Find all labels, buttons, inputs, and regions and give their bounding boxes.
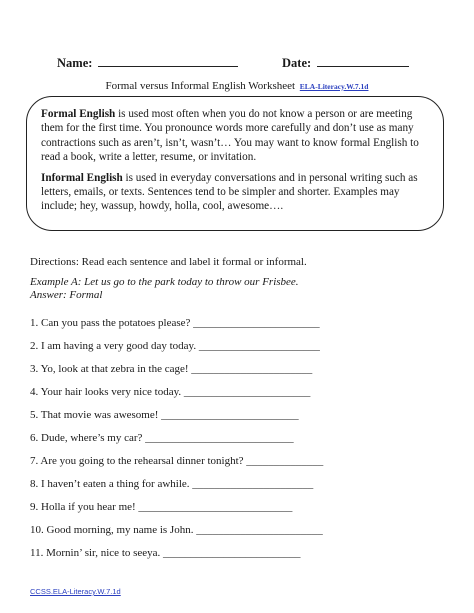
standard-link[interactable]: ELA-Literacy.W.7.1d <box>299 82 369 91</box>
name-field[interactable] <box>57 55 238 70</box>
example-block <box>30 276 299 302</box>
question-item[interactable]: 2. I am having a very good day today. ______________________ <box>30 340 320 352</box>
informal-term: Informal English <box>41 171 123 184</box>
formal-text: is used most often when you do not know a person or are meeting them for the first time. You pronounce words more carefully and don’t use as many contractions such as aren’t, isn’t, wasn’t… You may want to know formal English to read a book, write a letter, resume, or invitation. <box>41 108 419 164</box>
formal-term: Formal English <box>41 108 116 120</box>
question-item[interactable]: 10. Good morning, my name is John. _______________________ <box>30 524 323 536</box>
directions: Directions: Read each sentence and label it formal or informal. <box>30 256 307 268</box>
question-item[interactable]: 11. Mornin’ sir, nice to seeya. _________________________ <box>30 547 301 559</box>
name-label: Name: <box>57 56 93 70</box>
worksheet-title-row <box>0 80 474 93</box>
question-item[interactable]: 4. Your hair looks very nice today. _______________________ <box>30 386 311 398</box>
formal-paragraph <box>41 107 429 165</box>
name-blank[interactable] <box>98 55 238 67</box>
question-item[interactable]: 7. Are you going to the rehearsal dinner tonight? ______________ <box>30 455 324 467</box>
worksheet-title: Formal versus Informal English Worksheet <box>105 80 296 92</box>
question-item[interactable]: 3. Yo, look at that zebra in the cage! ______________________ <box>30 363 313 375</box>
informal-text: is used in everyday conversations and in personal writing such as letters, emails, or texts. Sentences tend to be simpler and shorter. Examples may include; hey, wassup, howdy, holla, cool, awesome…. <box>41 171 418 213</box>
date-field[interactable] <box>282 55 409 70</box>
question-item[interactable]: 8. I haven’t eaten a thing for awhile. ______________________ <box>30 478 314 490</box>
date-label: Date: <box>282 56 312 70</box>
question-item[interactable]: 6. Dude, where’s my car? ___________________________ <box>30 432 294 444</box>
example-sentence: Example A: Let us go to the park today to throw our Frisbee. <box>30 276 299 288</box>
example-answer: Answer: Formal <box>30 289 103 301</box>
footer-standard-link[interactable]: CCSS.ELA-Literacy.W.7.1d <box>30 587 121 596</box>
date-blank[interactable] <box>317 55 409 67</box>
question-item[interactable]: 1. Can you pass the potatoes please? _______________________ <box>30 317 320 329</box>
informal-paragraph <box>41 171 429 214</box>
question-item[interactable]: 9. Holla if you hear me! ____________________________ <box>30 501 293 513</box>
question-item[interactable]: 5. That movie was awesome! _________________________ <box>30 409 299 421</box>
info-box <box>26 96 444 231</box>
